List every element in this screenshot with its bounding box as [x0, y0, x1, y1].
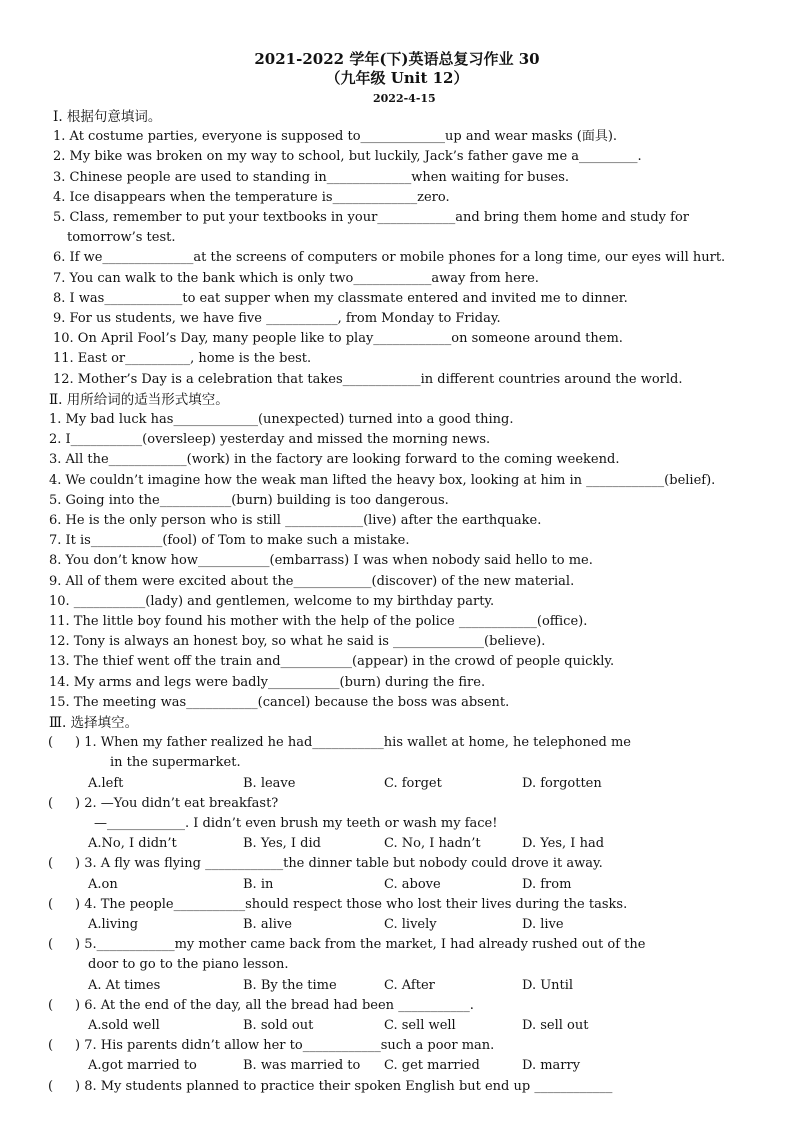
question-continuation: door to go to the piano lesson.	[88, 957, 289, 973]
answer-option[interactable]: A.got married to	[88, 1058, 197, 1074]
exercise-item: 9. All of them were excited about the____________(discover) of the new material.	[49, 573, 575, 589]
question-stem: ) 8. My students planned to practice their spoken English but end up ____________	[75, 1078, 613, 1094]
exercise-item: 11. East or__________, home is the best.	[53, 351, 312, 367]
answer-option[interactable]: C. get married	[384, 1058, 480, 1074]
answer-option[interactable]: D. marry	[522, 1058, 581, 1074]
question-stem: ) 3. A fly was flying ____________the dinner table but nobody could drove it away.	[75, 856, 603, 872]
answer-bracket[interactable]: (	[48, 735, 54, 751]
exercise-item: 8. I was____________to eat supper when my classmate entered and invited me to dinner.	[53, 290, 628, 306]
answer-bracket[interactable]: (	[48, 997, 54, 1013]
answer-bracket[interactable]: (	[48, 937, 54, 953]
exercise-item: 10. On April Fool’s Day, many people like to play____________on someone around them.	[53, 331, 623, 347]
exercise-item: 1. My bad luck has_____________(unexpected) turned into a good thing.	[49, 412, 514, 427]
exercise-item: 13. The thief went off the train and___________(appear) in the crowd of people quickly.	[49, 654, 615, 670]
answer-option[interactable]: C. above	[384, 876, 441, 892]
answer-option[interactable]: D. from	[522, 876, 572, 892]
exercise-item: 5. Class, remember to put your textbooks in your____________and bring them home and study for	[53, 210, 689, 225]
exercise-item: 8. You don’t know how___________(embarrass) I was when nobody said hello to me.	[49, 553, 593, 569]
answer-option[interactable]: D. Until	[522, 977, 574, 993]
answer-option[interactable]: B. Yes, I did	[243, 836, 321, 852]
answer-option[interactable]: D. Yes, I had	[522, 836, 605, 852]
exercise-item: tomorrow’s test.	[67, 230, 176, 246]
question-stem: ) 5.____________my mother came back from the market, I had already rushed out of the	[75, 937, 646, 953]
answer-option[interactable]: C. sell well	[384, 1018, 456, 1033]
question-stem: ) 2. —You didn’t eat breakfast?	[75, 795, 279, 811]
answer-option[interactable]: D. live	[522, 917, 564, 932]
exercise-item: 1. At costume parties, everyone is supposed to_____________up and wear masks (面具).	[53, 129, 618, 145]
exercise-item: 12. Tony is always an honest boy, so what he said is ______________(believe).	[49, 634, 546, 650]
exercise-item: 2. My bike was broken on my way to school, but luckily, Jack’s father gave me a_________.	[53, 149, 642, 165]
exercise-item: 10. ___________(lady) and gentlemen, welcome to my birthday party.	[49, 593, 495, 609]
answer-option[interactable]: A.left	[88, 775, 124, 791]
exercise-item: 15. The meeting was___________(cancel) because the boss was absent.	[49, 694, 510, 710]
question-continuation: —____________. I didn’t even brush my teeth or wash my face!	[94, 816, 498, 831]
answer-bracket[interactable]: (	[48, 856, 54, 872]
answer-option[interactable]: B. leave	[243, 775, 296, 791]
answer-option[interactable]: C. lively	[384, 917, 437, 932]
exercise-item: 3. All the____________(work) in the factory are looking forward to the coming weekend.	[49, 452, 620, 468]
exercise-item: 7. It is___________(fool) of Tom to make such a mistake.	[49, 533, 410, 549]
answer-option[interactable]: A.living	[88, 917, 139, 932]
section-heading-1: Ⅰ. 根据句意填词。	[53, 109, 162, 125]
answer-option[interactable]: A. At times	[88, 977, 161, 993]
question-stem: ) 6. At the end of the day, all the bread had been ___________.	[75, 997, 474, 1013]
exercise-item: 4. We couldn’t imagine how the weak man lifted the heavy box, looking at him in ____________(belief).	[49, 472, 716, 488]
answer-option[interactable]: C. No, I hadn’t	[384, 836, 481, 852]
answer-option[interactable]: B. was married to	[243, 1058, 361, 1074]
answer-option[interactable]: D. sell out	[522, 1018, 589, 1033]
exercise-item: 3. Chinese people are used to standing in_____________when waiting for buses.	[53, 169, 570, 185]
worksheet-title: 2021-2022 学年(下)英语总复习作业 30	[254, 50, 540, 68]
answer-option[interactable]: C. After	[384, 977, 435, 993]
exercise-item: 6. He is the only person who is still ____________(live) after the earthquake.	[49, 513, 542, 528]
answer-option[interactable]: C. forget	[384, 775, 442, 791]
answer-option[interactable]: B. alive	[243, 917, 292, 932]
exercise-item: 5. Going into the___________(burn) building is too dangerous.	[49, 492, 449, 508]
exercise-item: 6. If we______________at the screens of computers or mobile phones for a long time, our eyes will hurt.	[53, 250, 726, 266]
worksheet-subtitle: （九年级 Unit 12）	[325, 69, 469, 87]
section-heading-2: Ⅱ. 用所给词的适当形式填空。	[49, 391, 229, 408]
exercise-item: 14. My arms and legs were badly___________(burn) during the fire.	[49, 674, 486, 690]
answer-bracket[interactable]: (	[48, 896, 54, 912]
worksheet-date: 2022-4-15	[373, 92, 436, 105]
exercise-item: 9. For us students, we have five ___________, from Monday to Friday.	[53, 311, 501, 326]
question-stem: ) 7. His parents didn’t allow her to____________such a poor man.	[75, 1038, 495, 1054]
exercise-item: 2. I___________(oversleep) yesterday and missed the morning news.	[49, 432, 491, 448]
answer-option[interactable]: A.sold well	[88, 1018, 160, 1033]
exercise-item: 11. The little boy found his mother with the help of the police ____________(office).	[49, 614, 588, 629]
answer-bracket[interactable]: (	[48, 795, 54, 811]
question-continuation: in the supermarket.	[110, 755, 241, 771]
answer-bracket[interactable]: (	[48, 1038, 54, 1054]
answer-option[interactable]: A.No, I didn’t	[88, 836, 177, 852]
exercise-item: 12. Mother’s Day is a celebration that takes____________in different countries around the world.	[53, 371, 683, 387]
question-stem: ) 4. The people___________should respect those who lost their lives during the tasks.	[75, 896, 628, 912]
exercise-item: 4. Ice disappears when the temperature is_____________zero.	[53, 189, 450, 205]
question-stem: ) 1. When my father realized he had___________his wallet at home, he telephoned me	[75, 735, 631, 751]
answer-option[interactable]: B. in	[243, 876, 274, 892]
answer-option[interactable]: B. sold out	[243, 1018, 314, 1033]
answer-option[interactable]: A.on	[88, 876, 118, 892]
exercise-item: 7. You can walk to the bank which is only two____________away from here.	[53, 270, 539, 286]
answer-bracket[interactable]: (	[48, 1078, 54, 1094]
answer-option[interactable]: D. forgotten	[522, 775, 602, 791]
section-heading-3: Ⅲ. 选择填空。	[49, 715, 139, 731]
answer-option[interactable]: B. By the time	[243, 977, 337, 993]
